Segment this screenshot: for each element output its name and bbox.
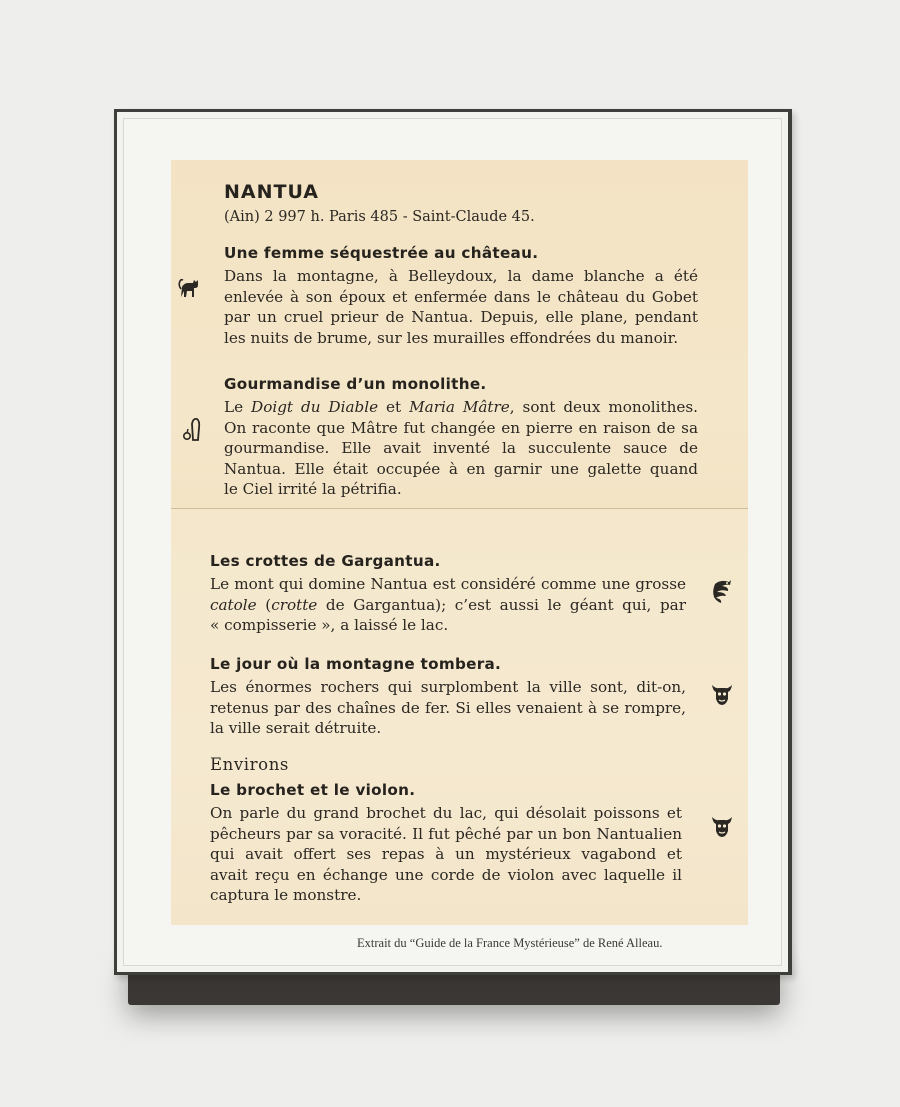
dragon-icon <box>709 576 735 606</box>
body-line: « compisserie », a laissé le lac. <box>210 616 449 634</box>
mat-board <box>123 118 782 966</box>
monolith-icon <box>179 414 205 444</box>
section-heading: Les crottes de Gargantua. <box>210 552 441 570</box>
body-line: On raconte que Mâtre fut changée en pierre en raison de sa <box>224 418 698 437</box>
environs-label: Environs <box>210 755 289 774</box>
section-body <box>210 574 686 636</box>
black-cat-icon <box>177 273 203 303</box>
body-line: Le Doigt du Diable et Maria Mâtre, sont deux monolithes. <box>224 398 699 416</box>
body-line: Le mont qui domine Nantua est considéré comme une grosse <box>210 575 686 593</box>
page-subtitle: (Ain) 2 997 h. Paris 485 - Saint-Claude 45. <box>224 209 535 225</box>
page-fold-line <box>171 508 748 509</box>
body-line: Dans la montagne, à Belleydoux, la dame blanche a été <box>224 267 698 285</box>
section-heading: Le brochet et le violon. <box>210 781 416 799</box>
body-line: le Ciel irrité la pétrifia. <box>224 480 402 498</box>
devil-mask-icon <box>709 811 735 841</box>
body-line: captura le monstre. <box>210 886 362 904</box>
section-heading: Le jour où la montagne tombera. <box>210 655 502 673</box>
body-line: la ville serait détruite. <box>210 719 382 737</box>
section-body <box>210 803 682 906</box>
page-title: NANTUA <box>224 181 320 203</box>
body-line: par un cruel prieur de Nantua. Depuis, elle plane, pendant <box>224 308 698 326</box>
body-line: Nantua. Elle était occupée à en garnir une galette quand <box>224 459 698 478</box>
body-line: retenus par des chaînes de fer. Si elles venaient à se rompre, <box>210 698 686 717</box>
devil-mask-icon <box>709 679 735 709</box>
body-line: pêcheurs par sa voracité. Il fut pêché par un bon Nantualien <box>210 824 682 843</box>
source-caption: Extrait du “Guide de la France Mystérieuse” de René Alleau. <box>357 936 663 950</box>
body-line: les nuits de brume, sur les murailles effondrées du manoir. <box>224 328 679 347</box>
body-line: On parle du grand brochet du lac, qui désolait poissons et <box>210 804 682 822</box>
body-line: gourmandise. Elle avait inventé la succulente sauce de <box>224 439 698 457</box>
section-body <box>224 397 698 500</box>
body-line: enlevée à son époux et enfermée dans le château du Gobet <box>224 287 698 306</box>
section-body <box>210 677 686 739</box>
body-line: avait reçu en échange une corde de violon avec laquelle il <box>210 865 682 884</box>
body-line: Les énormes rochers qui surplombent la ville sont, dit-on, <box>210 678 686 696</box>
body-line: qui avait offert ses repas à un mystérieux vagabond et <box>210 845 682 863</box>
picture-frame <box>114 109 792 975</box>
section-body <box>224 266 698 348</box>
section-heading: Gourmandise d’un monolithe. <box>224 375 487 393</box>
body-line: catole (crotte de Gargantua); c’est aussi le géant qui, par <box>210 595 686 614</box>
section-heading: Une femme séquestrée au château. <box>224 244 539 262</box>
